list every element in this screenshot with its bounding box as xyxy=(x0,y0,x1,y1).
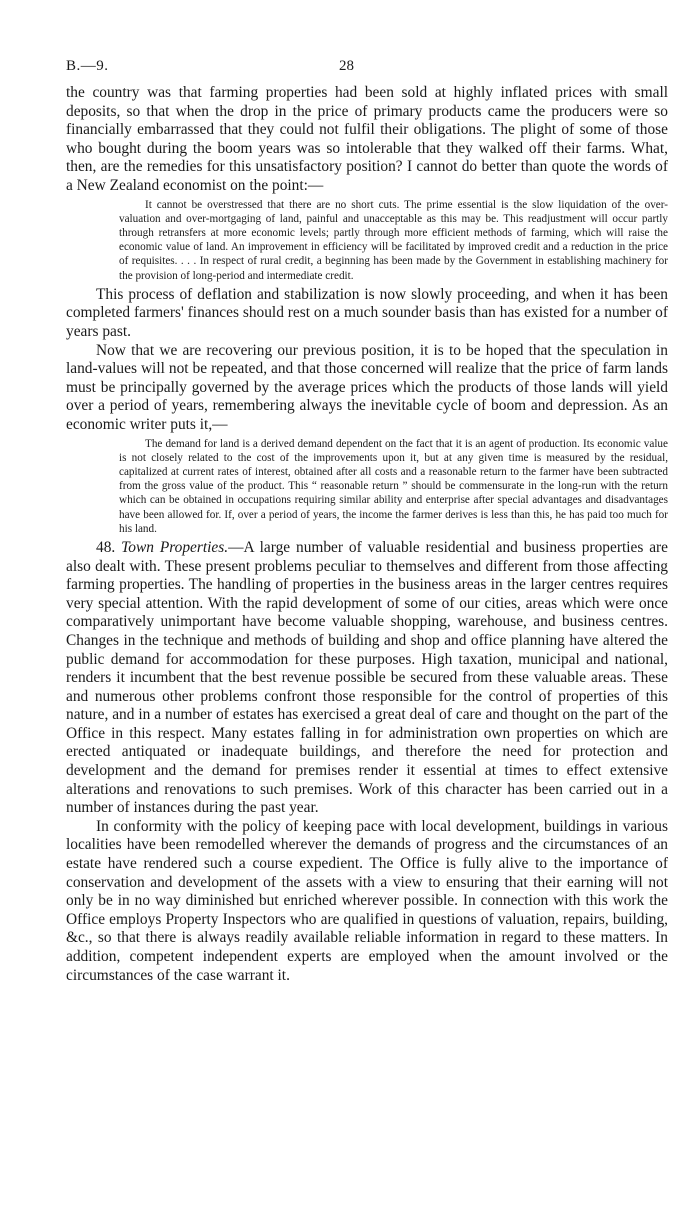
page-header xyxy=(66,58,668,84)
paragraph-town-properties xyxy=(66,539,668,818)
page-number: 28 xyxy=(339,58,354,74)
section-body: —A large number of valuable residential and business properties are also dealt with. These present problems peculiar to themselves and different from those affecting farming properties. The handling of properties in the business areas in the larger centres requires very special attention. With the rapid development of some of our cities, areas which were once comparatively unimportant have become valuable shopping, warehouse, and business centres. Changes in the technique and methods of building and shop and office planning have altered the public demand for accommodation for these purposes. High taxation, municipal and national, renders it incumbent that the best revenue possible be secured from these valuable areas. These and numerous other problems confront those responsible for the control of properties of this nature, and in a number of estates has exercised a great deal of care and thought on the part of the Office in this respect. Many estates falling in for administration own properties on which are erected antiquated or inadequate buildings, and therefore the need for protection and development and the demand for premises render it essential at times to effect extensive alterations and renovations to such premises. Work of this character has been carried out in a number of instances during the past year. xyxy=(66,538,668,817)
quotation-land-demand: The demand for land is a derived demand dependent on the fact that it is an agent of production. Its economic value is not closely related to the cost of the improvements upon it, but at any given time is measured by the residual, capitalized at current rates of interest, obtained after all costs and a reasonable return to the farmer have been subtracted from the gross value of the product. This “ reasonable return ” should be commensurate in the long-run with the return which can be obtained in occupations requiring similar ability and enterprise after special advantages and disadvantages have been allowed for. If, over a period of years, the income the farmer derives is less than this, he has paid too much for his land. xyxy=(119,437,668,535)
section-number: 48. xyxy=(96,538,116,556)
quotation-economist: It cannot be overstressed that there are no short cuts. The prime essential is the slow liquidation of the over-valuation and over-mortgaging of land, painful and unacceptable as this may be. This readjustment will occur partly through retransfers at more economic levels; partly through more efficient methods of farming, which will raise the economic value of land. An improvement in efficiency will be facilitated by improved credit and a reduction in the price of requisites. . . . In respect of rural credit, a beginning has been made by the Government in establishing machinery for the provision of long-period and intermediate credit. xyxy=(119,198,668,282)
document-reference: B.—9. xyxy=(66,58,109,74)
paragraph-conformity: In conformity with the policy of keeping pace with local development, buildings in various localities have been remodelled wherever the demands of progress and the circumstances of an estate have rendered such a course expedient. The Office is fully alive to the importance of conservation and development of the assets with a view to ensuring that their earning will not only be in no way diminished but enriched wherever possible. In connection with this work the Office employs Property Inspectors who are qualified in questions of valuation, repairs, building, &c., so that there is always readily available reliable information in regard to these matters. In addition, competent independent experts are employed when the amount involved or the circumstances of the case warrant it. xyxy=(66,817,668,984)
document-page xyxy=(66,58,668,985)
paragraph-continuation: the country was that farming properties had been sold at highly inflated prices with small deposits, so that when the drop in the price of primary products came the producers were so financially embarrassed that they could not fulfil their obligations. The plight of some of those who bought during the boom years was so intolerable that they walked off their farms. What, then, are the remedies for this unsatisfactory position? I cannot do better than quote the words of a New Zealand economist on the point:— xyxy=(66,84,668,194)
paragraph-recovery: Now that we are recovering our previous position, it is to be hoped that the speculation in land-values will not be repeated, and that those concerned will realize that the price of farm lands must be principally governed by the average prices which the products of those lands will yield over a period of years, remembering always the inevitable cycle of boom and depression. As an economic writer puts it,— xyxy=(66,341,668,433)
paragraph-deflation: This process of deflation and stabilization is now slowly proceeding, and when it has been completed farmers' finances should rest on a much sounder basis than has existed for a number of years past. xyxy=(66,285,668,340)
section-heading: Town Properties. xyxy=(121,538,229,556)
